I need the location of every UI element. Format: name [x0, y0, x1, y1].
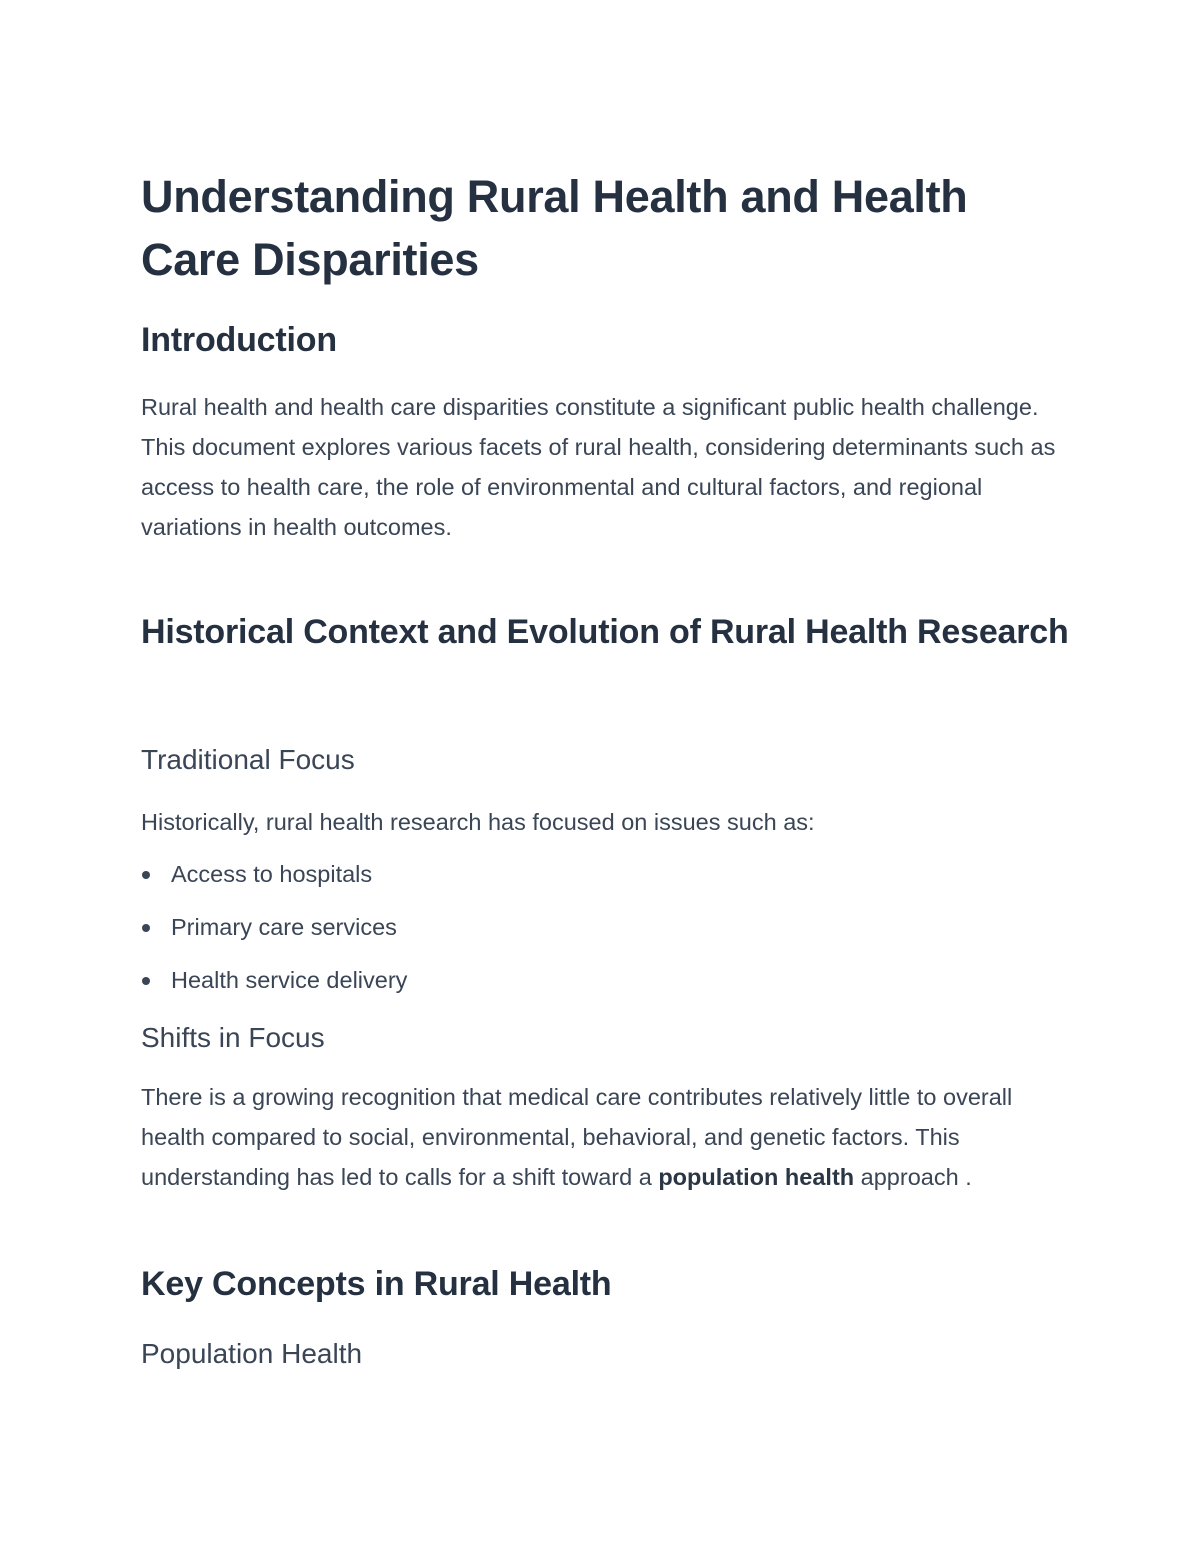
bullet-icon — [142, 871, 150, 879]
shifts-in-focus-heading: Shifts in Focus — [141, 1022, 325, 1053]
list-item-text: Primary care services — [171, 914, 397, 940]
historical-context-heading: Historical Context and Evolution of Rural Health Research — [141, 613, 1069, 651]
shifts-text-before: There is a growing recognition that medical care contributes relatively little to overall health compared to social, environmental, behavioral, and genetic factors. This understanding has led to calls for a shift toward a — [141, 1084, 1013, 1190]
bullet-icon — [142, 924, 150, 932]
list-item-text: Health service delivery — [171, 967, 408, 993]
shifts-in-focus-paragraph — [141, 1077, 1071, 1197]
introduction-paragraph: Rural health and health care disparities constitute a significant public health challenge. This document explores various facets of rural health, considering determinants such as access to health care, the role of environmental and cultural factors, and regional variations in health outcomes. — [141, 394, 1056, 540]
key-concepts-heading: Key Concepts in Rural Health — [141, 1265, 612, 1303]
introduction-heading: Introduction — [141, 321, 337, 359]
traditional-focus-heading: Traditional Focus — [141, 744, 355, 775]
traditional-focus-list — [141, 854, 1071, 1013]
population-health-term: population health — [658, 1164, 855, 1190]
document-title: Understanding Rural Health and Health Care Disparities — [141, 171, 968, 285]
list-item — [141, 960, 1071, 1013]
list-item — [141, 854, 1071, 907]
shifts-text-after: approach . — [854, 1164, 972, 1190]
population-health-heading: Population Health — [141, 1338, 363, 1369]
list-item — [141, 907, 1071, 960]
bullet-icon — [142, 977, 150, 985]
traditional-focus-intro: Historically, rural health research has focused on issues such as: — [141, 809, 815, 835]
list-item-text: Access to hospitals — [171, 861, 373, 887]
